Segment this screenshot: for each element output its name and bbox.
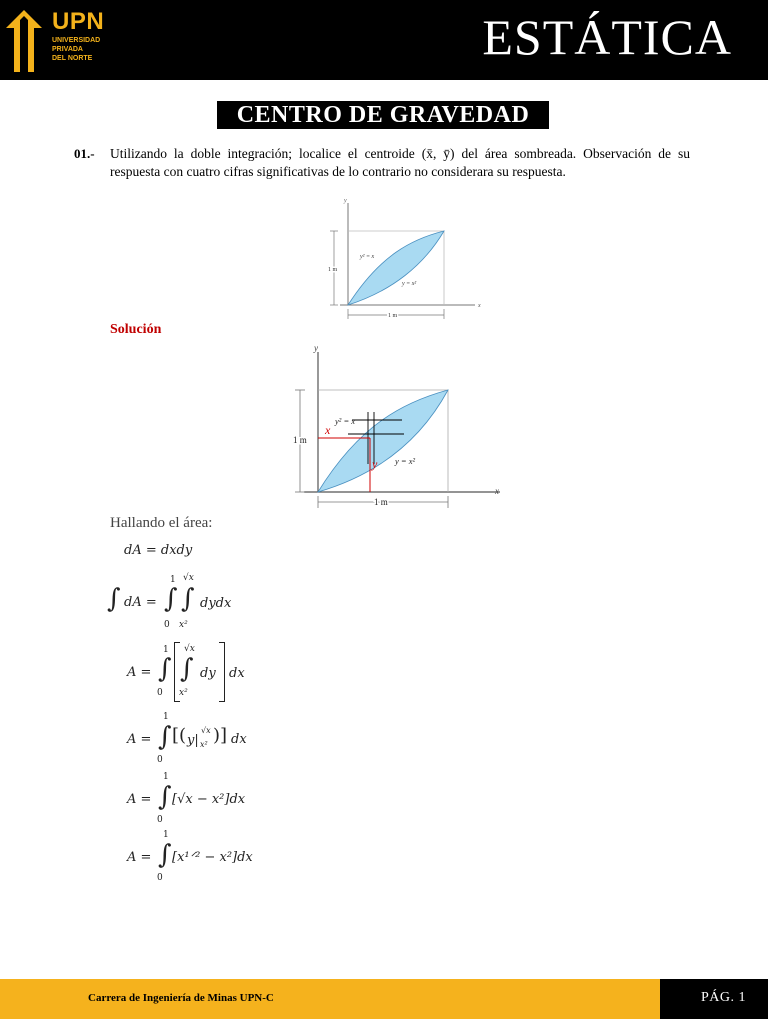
logo-line2: PRIVADA xyxy=(52,46,83,53)
eq4-open-bracket: [( xyxy=(172,725,187,746)
fig2-height-label: 1 m xyxy=(293,435,307,445)
eq3-rhs: dx xyxy=(229,666,245,681)
integral-sign: ∫ xyxy=(158,654,172,684)
page-number: PÁG. 1 xyxy=(700,990,746,1005)
fig1-y-axis: y xyxy=(344,198,347,204)
eq2-lhs: dA = xyxy=(124,595,157,610)
fig2-y-marker: y xyxy=(372,457,378,471)
fig2-width-label: 1 m xyxy=(374,497,388,507)
eq5-lhs: A = xyxy=(127,792,152,807)
right-bracket xyxy=(219,642,225,702)
integral-sign: ∫ xyxy=(180,654,194,684)
eq4-upper-inner: √x xyxy=(201,726,211,735)
eq5-upper: 1 xyxy=(163,772,169,782)
eq3-inner: dy xyxy=(200,666,216,681)
integral-sign: ∫ xyxy=(107,584,121,614)
eq3-upper-2: √x xyxy=(184,644,195,654)
fig1-curve1-label: y² = x xyxy=(360,254,375,260)
eq4-rhs: dx xyxy=(231,732,247,747)
logo-text xyxy=(52,10,104,63)
eq5-body: [√x − x²]dx xyxy=(172,792,246,807)
header-bar xyxy=(0,0,768,80)
course-title: ESTÁTICA xyxy=(482,9,732,65)
eq4-close-bracket: )] xyxy=(213,725,228,746)
footer-bar xyxy=(0,979,768,1019)
footer-text: Carrera de Ingeniería de Minas UPN-C xyxy=(88,992,274,1004)
eq2-lower-1: 0 xyxy=(164,620,170,630)
eq6-body: [x¹ᐟ² − x²]dx xyxy=(172,850,253,865)
eq6-lhs: A = xyxy=(127,850,152,865)
solution-label: Solución xyxy=(110,322,162,337)
eq6-lower: 0 xyxy=(157,873,163,883)
logo-line1: UNIVERSIDAD xyxy=(52,37,101,44)
fig2-x-axis: x xyxy=(495,486,499,496)
fig1-height-label: 1 m xyxy=(328,267,338,273)
area-heading: Hallando el área: xyxy=(110,515,213,531)
page-title: CENTRO DE GRAVEDAD xyxy=(217,101,549,129)
eq4-inner: y| xyxy=(187,733,199,748)
eq3-lower-2: x² xyxy=(179,688,188,698)
fig2-curve2-label: y = x² xyxy=(395,456,416,466)
logo-line3: DEL NORTE xyxy=(52,55,93,62)
integral-sign: ∫ xyxy=(164,584,178,614)
eq4-lower-inner: x² xyxy=(200,740,208,749)
integral-sign: ∫ xyxy=(158,722,172,752)
fig1-curve2-label: y = x² xyxy=(402,281,417,287)
integral-sign: ∫ xyxy=(158,840,172,870)
eq3-lhs: A = xyxy=(127,665,152,680)
eq2-upper-2: √x xyxy=(183,573,194,583)
eq2-upper-1: 1 xyxy=(170,575,176,585)
problem-number: 01.- xyxy=(74,146,95,161)
eq6-upper: 1 xyxy=(163,830,169,840)
fig2-y-axis: y xyxy=(314,343,318,353)
eq2-rhs: dydx xyxy=(200,596,232,611)
fig2-x-marker: x xyxy=(325,423,331,437)
eq5-lower: 0 xyxy=(157,815,163,825)
fig1-width-label: 1 m xyxy=(388,313,398,319)
equation-1: dA = dxdy xyxy=(124,543,193,558)
problem-text: Utilizando la doble integración; localice el centroide (x̄, ȳ) del área sombreada. Observación de su respuesta con cuatro cifras significativas de lo contrario no considerara su respuesta. xyxy=(110,146,690,179)
eq3-lower-1: 0 xyxy=(157,688,163,698)
figure-2 xyxy=(290,342,510,510)
eq4-lhs: A = xyxy=(127,732,152,747)
eq4-lower: 0 xyxy=(157,755,163,765)
logo-main: UPN xyxy=(52,8,105,35)
eq3-upper-1: 1 xyxy=(163,645,169,655)
integral-sign: ∫ xyxy=(181,584,195,614)
fig1-x-axis: x xyxy=(478,303,481,309)
eq2-lower-2: x² xyxy=(179,620,188,630)
integral-sign: ∫ xyxy=(158,782,172,812)
figure-1 xyxy=(320,195,490,320)
fig2-curve1-label: y² = x xyxy=(335,416,356,426)
eq4-upper: 1 xyxy=(163,712,169,722)
